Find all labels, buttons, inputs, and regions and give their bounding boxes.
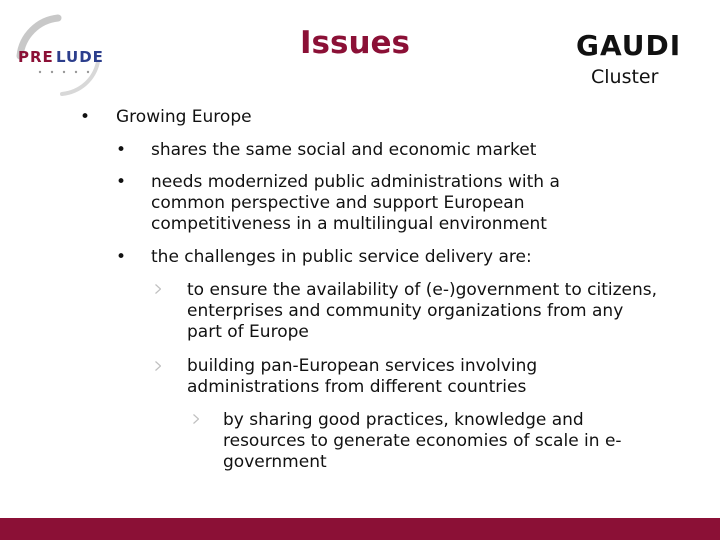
bullet-marker: • <box>80 107 91 127</box>
bullet-marker: • <box>116 247 127 267</box>
bullet-challenges: the challenges in public service delivery are: <box>151 247 532 267</box>
bullet-marker: • <box>116 140 127 160</box>
bottom-accent-bar <box>0 518 720 540</box>
bullet-marker: • <box>116 172 127 192</box>
bullet-shares-market: shares the same social and economic market <box>151 140 537 160</box>
arrow-bullet-icon <box>193 414 199 424</box>
arrow-bullet-icon <box>155 361 161 371</box>
arrow-bullet-icon <box>155 284 161 294</box>
slide-title: Issues <box>300 25 410 61</box>
bullet-growing-europe: Growing Europe <box>116 107 252 127</box>
prelude-logo <box>10 10 110 100</box>
gaudi-brand: GAUDI <box>576 29 682 62</box>
bullet-pan-european: building pan-European services involving administrations from different countries <box>187 356 538 397</box>
svg-text:LUDE: LUDE <box>56 48 104 66</box>
svg-text:PRE: PRE <box>18 48 54 66</box>
cluster-label: Cluster <box>591 66 659 88</box>
bullet-modernized-admin: needs modernized public administrations with a common perspective and support European competitiveness in a multilingual environment <box>151 172 560 234</box>
bullet-ensure-availability: to ensure the availability of (e-)government to citizens, enterprises and community organizations from any part of Europe <box>187 280 657 342</box>
bullet-sharing-practices: by sharing good practices, knowledge and resources to generate economies of scale in e-government <box>223 410 622 472</box>
